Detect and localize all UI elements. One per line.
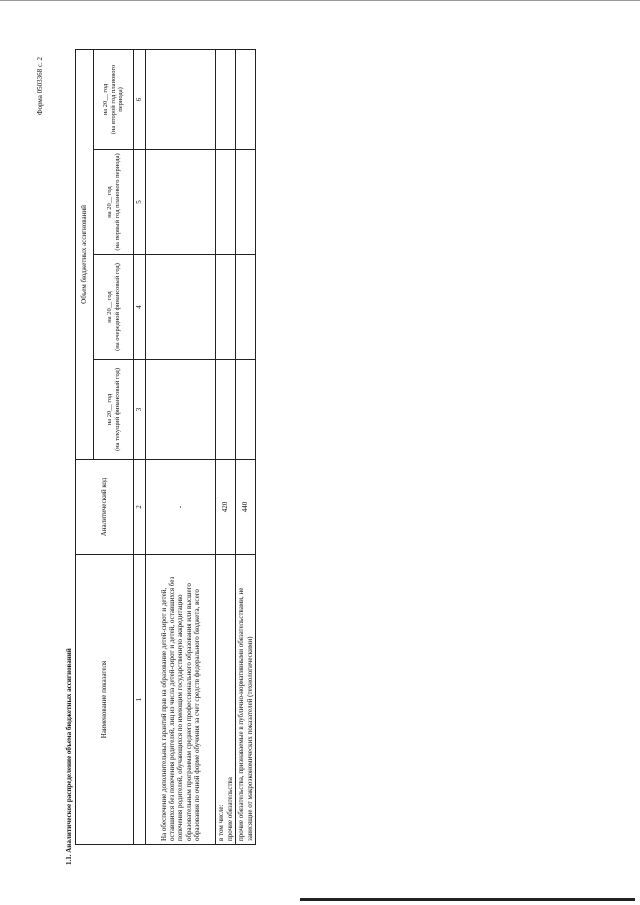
value-cell xyxy=(236,150,256,255)
value-cell xyxy=(216,49,236,149)
value-cell xyxy=(216,150,236,255)
header-volume: Объем бюджетных ассигнований xyxy=(76,49,94,459)
row-name: в том числе: прочие обязательства xyxy=(216,555,236,845)
col-number: 4 xyxy=(134,255,146,360)
col-number: 1 xyxy=(134,555,146,845)
row-name: На обеспечение дополнительных гарантий прав на образование детей-сирот и детей, оставшихся без попечения родителей, лиц из числа детей-сирот и детей, оставшихся без попечения родителей, обучающихся по имеющим государственную аккредитацию образовательным программам среднего профессионального образования или высшего образования по очной форме обучения за счет средств федерального бюджета, всего xyxy=(146,555,216,845)
rotated-sheet xyxy=(30,30,605,875)
value-cell xyxy=(236,360,256,460)
section-title: 1.1. Аналитическое распределение объема бюджетных ассигнований xyxy=(65,648,73,865)
col-number: 3 xyxy=(134,360,146,460)
header-year-plan-2: на 20__ год (на второй год планового периода) xyxy=(94,49,134,149)
value-cell xyxy=(146,150,216,255)
row-name: прочие обязательства, признаваемые в публично-нормативными обязательствами, не зависящие от макроэкономических показателей (технологическими) xyxy=(236,555,256,845)
scan-edge-bottom xyxy=(300,898,635,901)
allocation-table xyxy=(75,49,256,845)
value-cell xyxy=(146,255,216,360)
form-code: Форма 0503368 с. 2 xyxy=(36,56,44,115)
col-number: 2 xyxy=(134,460,146,555)
header-name: Наименование показателя xyxy=(76,555,134,845)
value-cell xyxy=(236,255,256,360)
col-number: 6 xyxy=(134,49,146,149)
row-code: 420 xyxy=(216,460,236,555)
table-row xyxy=(236,49,256,844)
col-number: 5 xyxy=(134,150,146,255)
header-code: Аналитический код xyxy=(76,460,134,555)
value-cell xyxy=(146,49,216,149)
header-year-plan-1: на 20__ год (на первый год планового периода) xyxy=(94,150,134,255)
scan-edge-top xyxy=(0,0,640,5)
value-cell xyxy=(236,49,256,149)
column-numbers-row xyxy=(134,49,146,844)
table-row xyxy=(146,49,216,844)
header-year-next: на 20__ год (на очередной финансовый год) xyxy=(94,255,134,360)
value-cell xyxy=(216,360,236,460)
value-cell xyxy=(216,255,236,360)
header-year-current: на 20__ год (на текущий финансовый год) xyxy=(94,360,134,460)
row-code: - xyxy=(146,460,216,555)
value-cell xyxy=(146,360,216,460)
table-row xyxy=(216,49,236,844)
row-code: 440 xyxy=(236,460,256,555)
